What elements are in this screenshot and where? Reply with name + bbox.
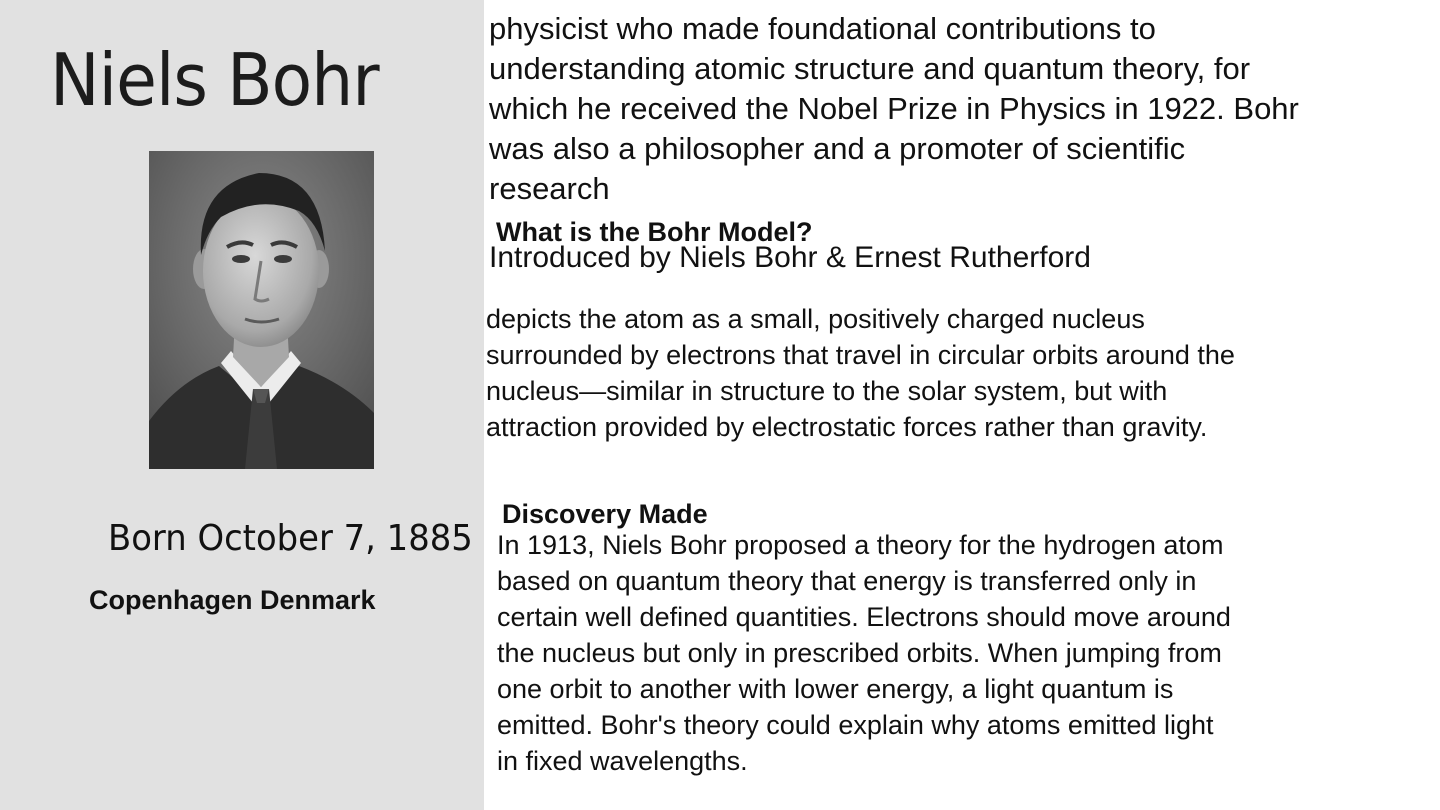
bohr-model-subheading: Introduced by Niels Bohr & Ernest Rutherford xyxy=(489,241,1091,274)
discovery-line: one orbit to another with lower energy, a light quantum is xyxy=(497,674,1174,704)
discovery-description xyxy=(497,527,1377,779)
intro-line: which he received the Nobel Prize in Physics in 1922. Bohr xyxy=(489,91,1299,126)
profile-panel xyxy=(0,0,484,810)
portrait-photo xyxy=(149,151,374,469)
birthplace: Copenhagen Denmark xyxy=(89,585,376,615)
discovery-line: in fixed wavelengths. xyxy=(497,746,748,776)
discovery-line: emitted. Bohr's theory could explain why atoms emitted light xyxy=(497,710,1214,740)
discovery-line: the nucleus but only in prescribed orbits. When jumping from xyxy=(497,638,1222,668)
discovery-line: based on quantum theory that energy is transferred only in xyxy=(497,566,1197,596)
intro-line: was also a philosopher and a promoter of scientific xyxy=(489,131,1186,166)
page-title: Niels Bohr xyxy=(50,38,379,122)
model-line: depicts the atom as a small, positively charged nucleus xyxy=(486,304,1145,334)
discovery-line: certain well defined quantities. Electrons should move around xyxy=(497,602,1231,632)
birth-date: Born October 7, 1885 xyxy=(108,518,473,559)
model-line: surrounded by electrons that travel in circular orbits around the xyxy=(486,340,1235,370)
discovery-line: In 1913, Niels Bohr proposed a theory for the hydrogen atom xyxy=(497,530,1224,560)
intro-line: understanding atomic structure and quantum theory, for xyxy=(489,51,1251,86)
bohr-model-heading: What is the Bohr Model? xyxy=(496,217,813,247)
intro-line: research xyxy=(489,171,610,206)
bohr-model-description xyxy=(486,301,1366,445)
discovery-heading: Discovery Made xyxy=(502,499,708,529)
model-line: nucleus—similar in structure to the solar system, but with xyxy=(486,376,1168,406)
intro-paragraph xyxy=(489,9,1369,209)
intro-line: physicist who made foundational contributions to xyxy=(489,11,1156,46)
model-line: attraction provided by electrostatic forces rather than gravity. xyxy=(486,412,1208,442)
